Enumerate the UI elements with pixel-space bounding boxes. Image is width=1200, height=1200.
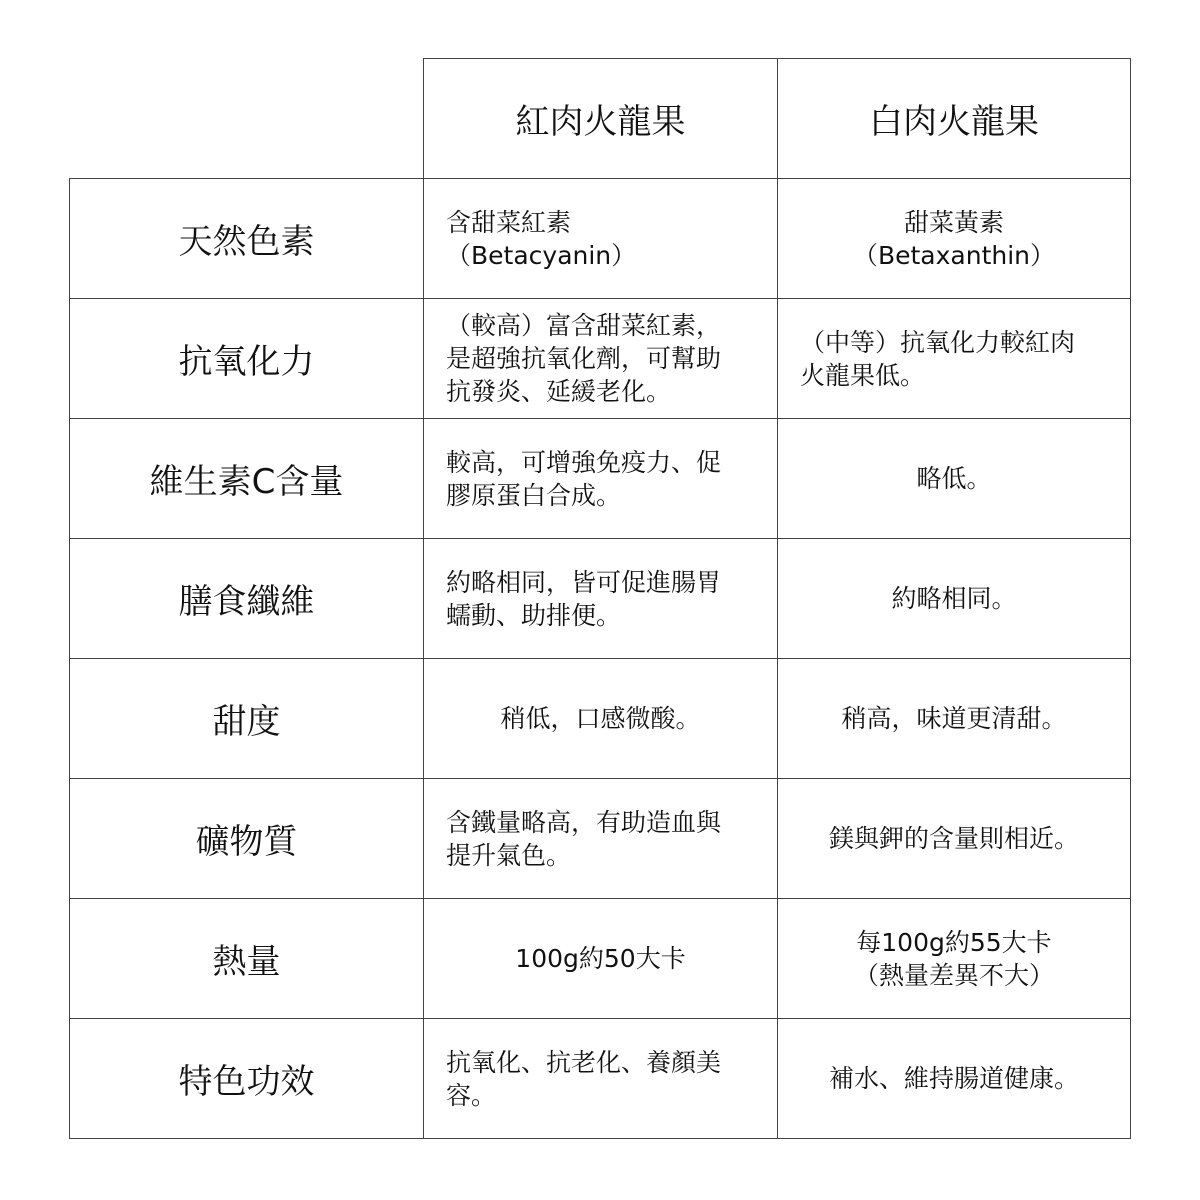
white-pitaya-cell [777,658,1131,779]
corner-cell [69,58,424,179]
red-pitaya-cell-line: 膠原蛋白合成。 [446,480,622,510]
white-pitaya-cell-line: 補水、維持腸道健康。 [828,1064,1079,1093]
row-label-cell [69,178,424,299]
white-pitaya-cell-text [891,582,1016,615]
red-pitaya-cell [423,658,778,779]
row-label: 維生素C含量 [149,462,344,502]
row-label: 膳食纖維 [178,582,315,622]
red-pitaya-cell-line: 是超強抗氧化劑，可幫助 [446,344,722,373]
red-pitaya-cell-text [446,309,721,408]
red-pitaya-cell-text [500,702,700,735]
column-header-red-label: 紅肉火龍果 [515,102,686,142]
white-pitaya-cell [777,1018,1131,1139]
red-pitaya-cell-line: 蠕動、助排便。 [446,600,622,630]
white-pitaya-cell-text [853,206,1055,272]
row-label: 礦物質 [195,822,298,862]
white-pitaya-cell-line: 略低。 [916,464,992,493]
red-pitaya-cell-line: 稍低，口感微酸。 [500,704,701,733]
red-pitaya-cell [423,178,778,299]
red-pitaya-cell [423,898,778,1019]
white-pitaya-cell-text [841,702,1066,735]
row-label-cell [69,538,424,659]
row-label-cell [69,898,424,1019]
white-pitaya-cell-text [829,822,1079,855]
red-pitaya-cell-line: 容。 [446,1080,497,1110]
white-pitaya-cell [777,538,1131,659]
white-pitaya-cell-line: （Betaxanthin） [852,240,1056,270]
red-pitaya-cell [423,418,778,539]
red-pitaya-cell-line: 抗發炎、延緩老化。 [446,377,672,406]
white-pitaya-cell-line: 稍高，味道更清甜。 [841,704,1067,733]
red-pitaya-cell-text [446,446,721,512]
red-pitaya-cell-line: 較高，可增強免疫力、促 [446,447,722,477]
white-pitaya-cell-line: （中等）抗氧化力較紅肉 [800,327,1076,357]
comparison-table [69,58,1131,1140]
white-pitaya-cell [777,178,1131,299]
white-pitaya-cell-line: 約略相同。 [891,584,1017,613]
white-pitaya-cell-line: 火龍果低。 [800,360,926,390]
white-pitaya-cell [777,418,1131,539]
red-pitaya-cell-text [446,1046,721,1112]
red-pitaya-cell [423,538,778,659]
row-label: 熱量 [212,942,281,982]
red-pitaya-cell-text [446,806,721,872]
white-pitaya-cell-line: 每100g約55大卡 [856,927,1052,957]
red-pitaya-cell-line: 含鐵量略高，有助造血與 [446,807,722,837]
red-pitaya-cell-line: 含甜菜紅素 [446,207,572,237]
red-pitaya-cell-line: 100g約50大卡 [515,944,686,973]
white-pitaya-cell-text [829,1062,1079,1095]
red-pitaya-cell [423,298,778,419]
white-pitaya-cell-line: 甜菜黃素 [903,207,1004,237]
red-pitaya-cell-line: 抗氧化、抗老化、養顏美 [446,1047,722,1077]
column-header-white-pitaya [777,58,1131,179]
column-header-red-pitaya [423,58,778,179]
white-pitaya-cell-line: 鎂與鉀的含量則相近。 [828,824,1079,853]
white-pitaya-cell [777,898,1131,1019]
red-pitaya-cell-line: 提升氣色。 [446,840,572,870]
row-label-cell [69,658,424,779]
row-label: 甜度 [212,702,281,742]
row-label-cell [69,298,424,419]
column-header-white-label: 白肉火龍果 [869,102,1039,142]
row-label-cell [69,418,424,539]
white-pitaya-cell-text [916,462,991,495]
red-pitaya-cell-text [446,566,721,632]
red-pitaya-cell-text [515,942,685,975]
red-pitaya-cell-line: （較高）富含甜菜紅素， [446,311,722,340]
row-label-cell [69,1018,424,1139]
red-pitaya-cell-line: （Betacyanin） [446,240,637,270]
white-pitaya-cell [777,298,1131,419]
white-pitaya-cell-line: （熱量差異不大） [853,960,1054,990]
red-pitaya-cell-text [446,206,636,272]
row-label-cell [69,778,424,899]
row-label: 抗氧化力 [178,342,315,382]
white-pitaya-cell-text [854,926,1054,992]
red-pitaya-cell [423,778,778,899]
red-pitaya-cell-line: 約略相同，皆可促進腸胃 [446,567,722,597]
row-label: 天然色素 [178,222,315,262]
white-pitaya-cell-text [800,326,1075,392]
red-pitaya-cell [423,1018,778,1139]
white-pitaya-cell [777,778,1131,899]
row-label: 特色功效 [178,1062,315,1102]
